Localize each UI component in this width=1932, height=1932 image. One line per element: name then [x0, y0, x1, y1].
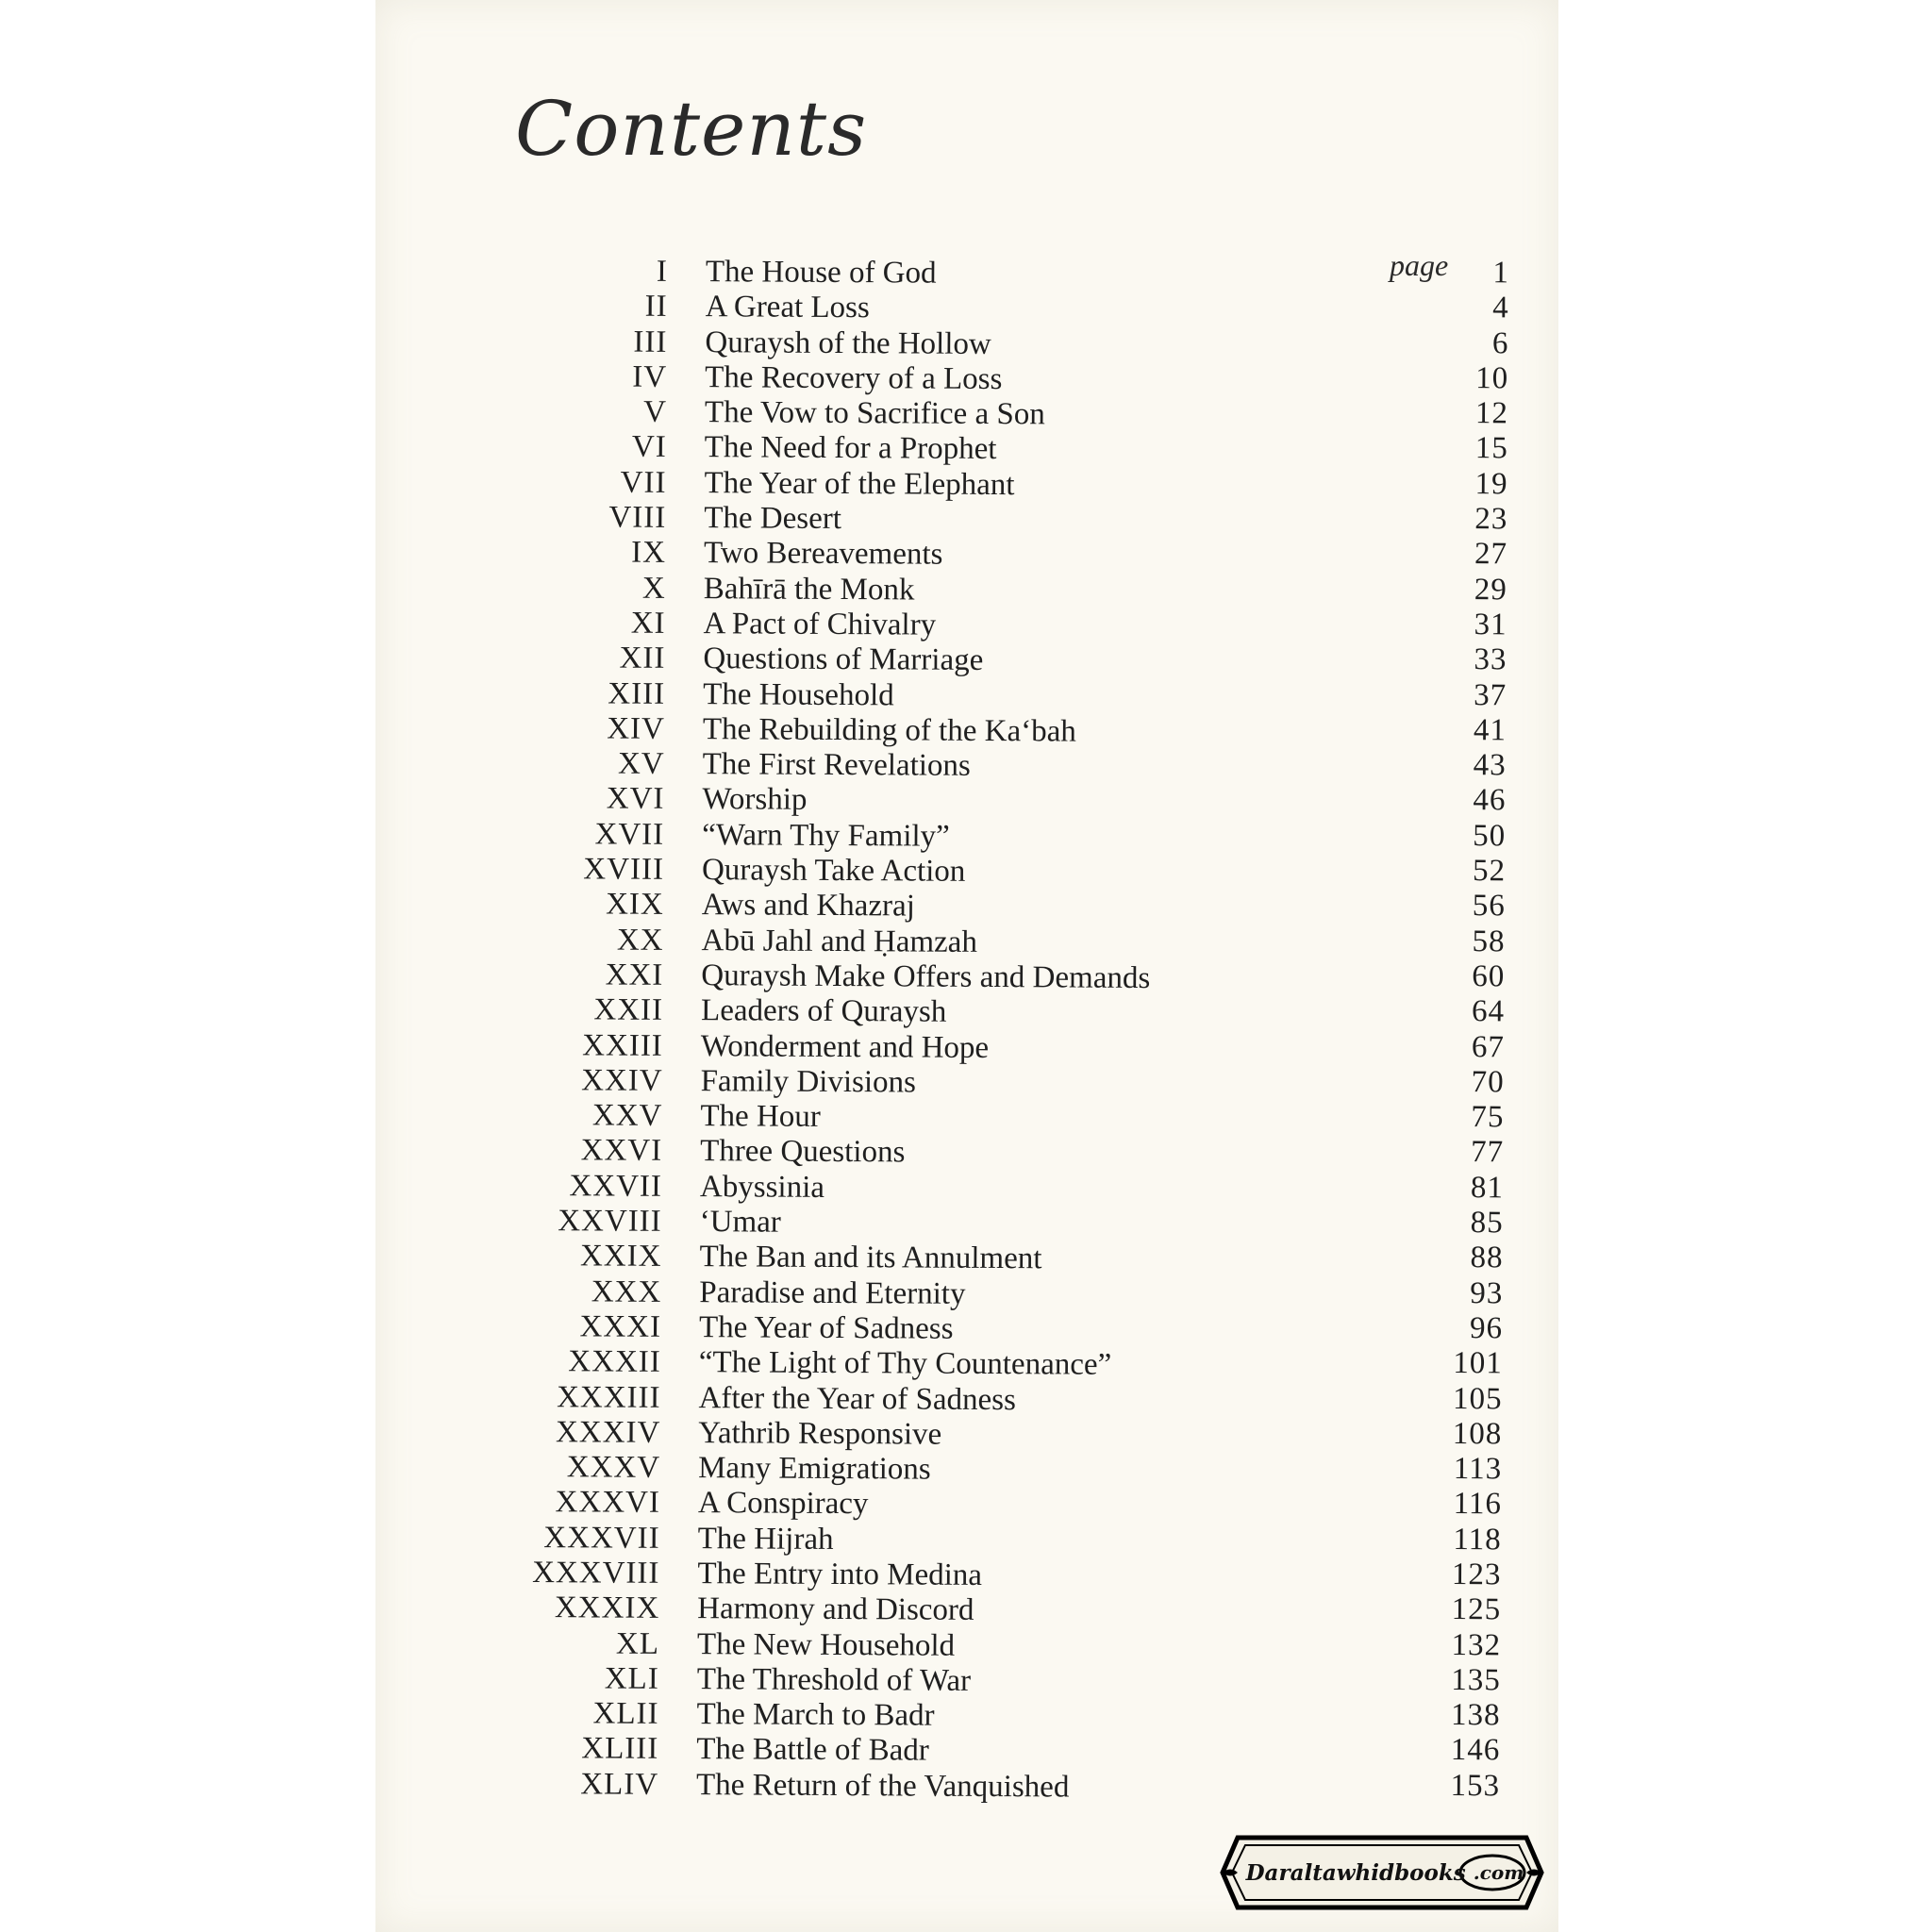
chapter-title: Abū Jahl and Ḥamzah [701, 923, 977, 959]
chapter-number: X [641, 571, 666, 606]
chapter-number: VII [620, 465, 667, 500]
chapter-number: XVII [594, 817, 665, 852]
chapter-title: The First Revelations [702, 747, 971, 784]
chapter-number: XLIV [580, 1767, 659, 1802]
page-number: 96 [1469, 1311, 1504, 1346]
page-number: 1 [1492, 256, 1510, 291]
page-number: 46 [1473, 783, 1507, 818]
chapter-title: The Hijrah [697, 1521, 834, 1557]
chapter-number: XV [617, 746, 665, 782]
chapter-title: Bahīrā the Monk [703, 571, 915, 608]
chapter-title: Wonderment and Hope [700, 1028, 990, 1065]
page-number: 146 [1450, 1733, 1501, 1768]
chapter-title: Many Emigrations [698, 1451, 931, 1487]
chapter-title: The Threshold of War [696, 1661, 972, 1698]
page-number: 64 [1471, 994, 1506, 1029]
page-number: 52 [1472, 854, 1507, 889]
chapter-title: The Year of the Elephant [704, 465, 1015, 502]
watermark-text: Daraltawhidbooks [1245, 1859, 1466, 1886]
chapter-number: XXII [593, 992, 664, 1028]
table-of-contents [366, 253, 1558, 1808]
chapter-title: Quraysh of the Hollow [705, 325, 991, 361]
chapter-number: II [644, 290, 668, 325]
page-number: 118 [1453, 1522, 1502, 1557]
chapter-title: Paradise and Eternity [699, 1274, 966, 1311]
chapter-number: XXXIII [557, 1379, 661, 1415]
chapter-title: Yathrib Responsive [698, 1415, 942, 1452]
page-number: 153 [1450, 1768, 1501, 1804]
page-number: 60 [1472, 959, 1506, 994]
toc-entry [366, 1766, 1549, 1808]
page-number: 37 [1474, 677, 1507, 712]
chapter-title: “The Light of Thy Countenance” [698, 1345, 1112, 1382]
chapter-number: IV [632, 359, 668, 394]
chapter-number: XL [615, 1626, 660, 1661]
chapter-title: The Recovery of a Loss [705, 360, 1003, 396]
chapter-title: Aws and Khazraj [701, 888, 915, 924]
page-number: 105 [1452, 1381, 1503, 1416]
chapter-number: XLI [604, 1661, 659, 1696]
chapter-number: III [633, 325, 668, 359]
chapter-title: The House of God [705, 255, 937, 291]
page-number: 6 [1491, 325, 1509, 360]
chapter-number: XXIX [579, 1239, 662, 1274]
page-number: 12 [1474, 396, 1509, 431]
page-number: 135 [1451, 1662, 1501, 1698]
page-number: 43 [1473, 748, 1507, 783]
chapter-number: XVIII [583, 852, 665, 887]
watermark-logo [1217, 1830, 1547, 1915]
chapter-number: IX [631, 536, 667, 571]
chapter-number: XII [619, 641, 666, 676]
page-number: 50 [1473, 818, 1507, 854]
chapter-title: A Conspiracy [697, 1486, 869, 1522]
chapter-number: XXI [605, 958, 664, 992]
page-number: 41 [1473, 712, 1507, 748]
page-number: 29 [1474, 572, 1507, 608]
page-number: 88 [1470, 1241, 1504, 1275]
chapter-title: The Hour [700, 1099, 821, 1135]
page-number: 93 [1470, 1275, 1504, 1310]
chapter-number: VIII [608, 500, 667, 535]
page-number: 4 [1492, 291, 1509, 325]
chapter-number: XXV [591, 1098, 663, 1134]
chapter-title: The Entry into Medina [697, 1557, 983, 1592]
chapter-title: The Year of Sadness [698, 1310, 954, 1346]
page-number: 123 [1451, 1557, 1502, 1592]
chapter-title: Two Bereavements [703, 536, 943, 573]
chapter-title: The Need for a Prophet [704, 430, 997, 467]
chapter-number: VI [631, 430, 667, 465]
chapter-title: “Warn Thy Family” [702, 817, 950, 854]
page-number: 101 [1453, 1346, 1503, 1381]
chapter-number: XI [630, 606, 666, 641]
page-number: 138 [1450, 1698, 1501, 1733]
chapter-number: XLIII [581, 1731, 659, 1767]
chapter-title: The Return of the Vanquished [695, 1767, 1070, 1805]
page-number: 31 [1474, 608, 1507, 642]
page-column-label: page [1390, 248, 1449, 282]
chapter-title: Worship [702, 782, 808, 818]
chapter-number: XXXIV [555, 1414, 661, 1450]
chapter-number: XXXVIII [532, 1556, 660, 1591]
chapter-title: Questions of Marriage [703, 641, 984, 678]
chapter-title: Family Divisions [700, 1063, 917, 1100]
chapter-number: XIV [607, 711, 666, 746]
chapter-title: The March to Badr [696, 1697, 935, 1733]
page-number: 75 [1471, 1100, 1505, 1135]
chapter-number: XVI [606, 781, 665, 817]
book-page [375, 0, 1558, 1932]
page-number: 10 [1475, 361, 1509, 396]
page-number: 19 [1474, 466, 1508, 502]
watermark-suffix: .com [1473, 1861, 1524, 1884]
chapter-number: XXXV [566, 1450, 661, 1485]
page-number: 23 [1474, 502, 1508, 537]
chapter-title: Three Questions [700, 1134, 906, 1170]
chapter-number: XXXII [568, 1344, 661, 1380]
page-number: 108 [1452, 1416, 1503, 1452]
chapter-number: XXXVII [543, 1520, 660, 1556]
chapter-title: The Rebuilding of the Ka‘bah [702, 711, 1076, 749]
chapter-title: The Vow to Sacrifice a Son [704, 395, 1045, 432]
page-number: 58 [1472, 924, 1506, 958]
chapter-title: Harmony and Discord [697, 1591, 974, 1628]
page-number: 125 [1451, 1592, 1502, 1627]
page-number: 81 [1470, 1170, 1505, 1206]
chapter-title: Abyssinia [699, 1169, 825, 1205]
chapter-number: XXX [591, 1274, 662, 1309]
page-number: 33 [1474, 642, 1507, 677]
page-number: 15 [1474, 431, 1508, 466]
chapter-title: ‘Umar [699, 1205, 781, 1240]
page-number: 116 [1453, 1487, 1503, 1522]
chapter-number: XXIV [581, 1063, 663, 1098]
chapter-number: XXIII [582, 1027, 663, 1063]
contents-heading: Contents [515, 85, 868, 173]
page-number: 67 [1471, 1029, 1505, 1064]
chapter-title: The Desert [704, 501, 842, 537]
chapter-title: The Household [703, 676, 894, 712]
page-number: 77 [1471, 1135, 1505, 1170]
chapter-number: XXVII [569, 1168, 663, 1204]
page-number: 56 [1472, 889, 1506, 924]
chapter-number: XLII [592, 1696, 659, 1732]
chapter-title: Leaders of Quraysh [700, 993, 947, 1029]
page-number: 132 [1451, 1627, 1502, 1662]
chapter-number: XXXVI [555, 1485, 661, 1521]
chapter-number: XXVI [580, 1133, 663, 1169]
chapter-title: The Battle of Badr [696, 1732, 929, 1769]
page-number: 113 [1453, 1452, 1503, 1487]
chapter-number: XXVIII [558, 1204, 662, 1239]
chapter-title: After the Year of Sadness [698, 1380, 1017, 1417]
chapter-number: V [643, 394, 668, 430]
chapter-number: I [656, 254, 668, 289]
chapter-number: XIX [606, 887, 664, 923]
page-number: 85 [1470, 1206, 1504, 1241]
chapter-number: XXXI [579, 1309, 662, 1344]
chapter-number: XXXIX [554, 1591, 660, 1626]
chapter-title: A Pact of Chivalry [703, 607, 937, 642]
chapter-number: XIII [608, 676, 666, 711]
chapter-title: Quraysh Take Action [701, 853, 966, 889]
chapter-number: XX [616, 923, 664, 958]
page-number: 70 [1471, 1064, 1505, 1100]
chapter-title: Quraysh Make Offers and Demands [701, 958, 1151, 995]
chapter-title: The Ban and its Annulment [699, 1240, 1042, 1276]
chapter-title: The New Household [696, 1626, 956, 1663]
chapter-title: A Great Loss [705, 290, 870, 325]
page-number: 27 [1474, 537, 1508, 572]
